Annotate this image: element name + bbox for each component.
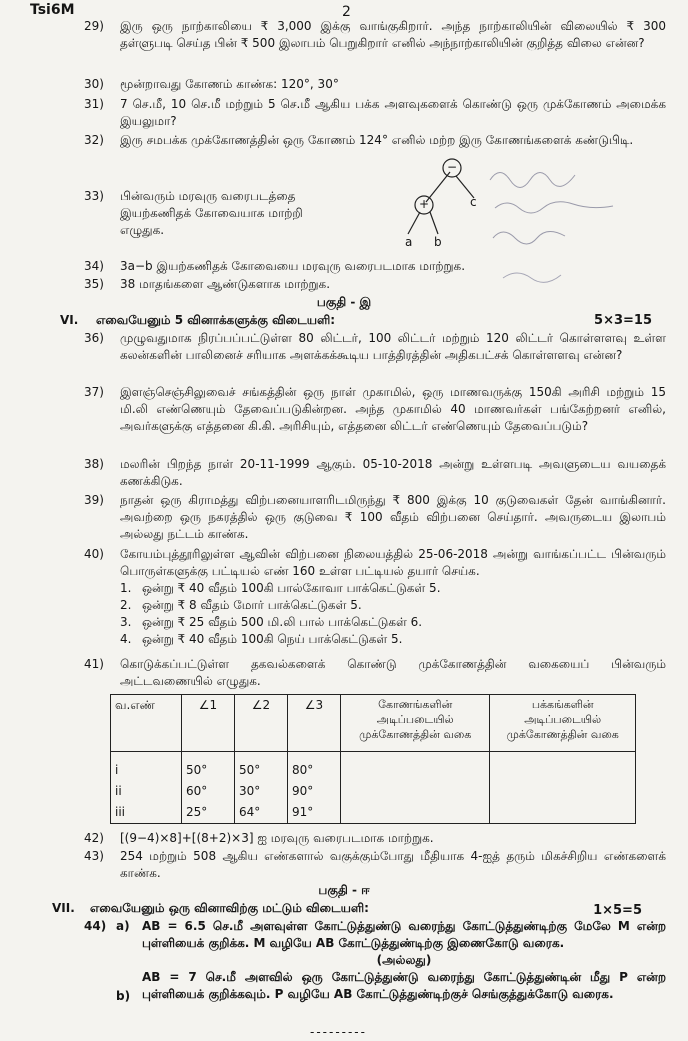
question-41 bbox=[86, 656, 666, 690]
item-list bbox=[120, 580, 666, 648]
question-number: 41) bbox=[84, 657, 104, 671]
question-text: இரு சமபக்க முக்கோணத்தின் ஒரு கோணம் 124° எனில் மற்ற இரு கோணங்களைக் கண்டுபிடி. bbox=[120, 133, 634, 147]
paper-code: Tsi6M bbox=[30, 2, 75, 18]
question-number: 36) bbox=[84, 331, 104, 345]
question-34 bbox=[86, 258, 666, 275]
list-item: 4. ஒன்று ₹ 40 வீதம் 100கி நெய் பாக்கெட்டுகள் 5. bbox=[120, 632, 403, 646]
question-text: 3a−b இயற்கணிதக் கோவையை மரவுரு வரைபடமாக மாற்றுக. bbox=[120, 259, 466, 273]
question-number: 33) bbox=[84, 189, 104, 203]
question-37 bbox=[86, 384, 666, 435]
question-number: 35) bbox=[84, 277, 104, 291]
table-header: பக்கங்களின் அடிப்படையில் முக்கோணத்தின் வகை bbox=[490, 695, 636, 752]
option-b-text: AB = 7 செ.மீ அளவில் ஒரு கோட்டுத்துண்டு வரைந்து கோட்டுத்துண்டின் மீது P என்ற புள்ளியைக் குறிக்கவும். P வழியே AB கோட்டுத்துண்டிற்குச் செங்குத்துக்கோடு வரைக. bbox=[142, 970, 666, 1001]
option-a-text: AB = 6.5 செ.மீ அளவுள்ள கோட்டுத்துண்டு வரைந்து கோட்டுத்துண்டிற்கு மேலே M என்ற புள்ளியைக் குறிக்க. M வழியே AB கோட்டுத்துண்டிற்கு இணைகோடு வரைக. bbox=[142, 919, 666, 950]
tree-leaf-b: b bbox=[434, 235, 442, 249]
question-number: 31) bbox=[84, 97, 104, 111]
question-text: கொடுக்கப்பட்டுள்ள தகவல்களைக் கொண்டு முக்கோணத்தின் வகையைப் பின்வரும் அட்டவணையில் எழுதுக. bbox=[120, 657, 666, 688]
question-31 bbox=[86, 96, 666, 130]
question-30 bbox=[86, 76, 666, 93]
question-number: 37) bbox=[84, 385, 104, 399]
triangle-type-table bbox=[110, 694, 636, 824]
question-text: கோயம்புத்தூரிலுள்ள ஆவின் விற்பனை நிலையத்தில் 25-06-2018 அன்று வாங்கப்பட்ட பின்வரும் பொருள்களுக்கு பட்டியல் எண் 160 உள்ள பட்டியல் தயார் செய்க. bbox=[120, 547, 666, 578]
question-text: நாதன் ஒரு கிராமத்து விற்பனையாளரிடமிருந்து ₹ 800 இக்கு 10 குடுவைகள் தேன் வாங்கினார். அவற்றை ஒரு நகரத்தில் ஒரு குடுவை ₹ 100 வீதம் விற்பனை செய்தார். அவருடைய இலாபம் அல்லது நட்டம் காண்க. bbox=[120, 493, 666, 541]
question-text: 254 மற்றும் 508 ஆகிய எண்களால் வகுக்கும்போது மீதியாக 4-ஐத் தரும் மிகச்சிறிய எண்களைக் காண்க. bbox=[120, 849, 666, 880]
option-label-b: b) bbox=[116, 989, 131, 1003]
question-number: 30) bbox=[84, 77, 104, 91]
section-number: VI. bbox=[60, 313, 79, 327]
question-text: மலரின் பிறந்த நாள் 20-11-1999 ஆகும். 05-10-2018 அன்று உள்ளபடி அவளுடைய வயதைக் கணக்கிடுக. bbox=[120, 457, 666, 488]
question-40 bbox=[86, 546, 666, 648]
page-number: 2 bbox=[342, 4, 351, 20]
list-item: 1. ஒன்று ₹ 40 வீதம் 100கி பால்கோவா பாக்கெட்டுகள் 5. bbox=[120, 581, 441, 595]
table-header-row bbox=[111, 695, 636, 752]
table-header: கோணங்களின் அடிப்படையில் முக்கோணத்தின் வகை bbox=[341, 695, 490, 752]
or-separator: (அல்லது) bbox=[376, 953, 432, 967]
question-36 bbox=[86, 330, 666, 364]
table-row: iii 25° 64° 91° bbox=[111, 802, 636, 824]
question-text-line2: இயற்கணிதக் கோவையாக மாற்றி எழுதுக. bbox=[120, 206, 303, 237]
question-number: 39) bbox=[84, 493, 104, 507]
tree-root-operator: − bbox=[446, 160, 458, 174]
question-text: மூன்றாவது கோணம் காண்க: 120°, 30° bbox=[120, 77, 339, 91]
section-marks: 1×5=5 bbox=[593, 903, 642, 918]
question-44 bbox=[86, 918, 666, 1003]
question-text: முழுவதுமாக நிரப்பப்பட்டுள்ள 80 லிட்டர், 100 லிட்டர் மற்றும் 120 லிட்டர் கொள்ளளவு உள்ள கலன்களின் பாலினைச் சரியாக அளக்கக்கூடிய பாத்திரத்தின் அதிகபட்சக் கொள்ளளவு என்ன? bbox=[120, 331, 666, 362]
table-header: ∠2 bbox=[235, 695, 288, 752]
question-33 bbox=[86, 188, 348, 239]
question-number: 40) bbox=[84, 547, 104, 561]
question-number: 43) bbox=[84, 849, 104, 863]
question-text: [(9−4)×8]+[(8+2)×3] ஐ மரவுரு வரைபடமாக மாற்றுக. bbox=[120, 831, 434, 845]
question-text: 38 மாதங்களை ஆண்டுகளாக மாற்றுக. bbox=[120, 277, 331, 291]
question-29 bbox=[86, 18, 666, 52]
question-text: 7 செ.மீ, 10 செ.மீ மற்றும் 5 செ.மீ ஆகிய பக்க அளவுகளைக் கொண்டு ஒரு முக்கோணம் அமைக்க இயலுமா? bbox=[120, 97, 666, 128]
section-instruction: எவையேனும் 5 வினாக்களுக்கு விடையளி: bbox=[96, 313, 336, 327]
list-item: 3. ஒன்று ₹ 25 வீதம் 500 மி.லி பால் பாக்கெட்டுகள் 6. bbox=[120, 615, 423, 629]
question-number: 44) bbox=[84, 919, 107, 933]
end-divider: --------- bbox=[310, 1025, 367, 1039]
question-32 bbox=[86, 132, 666, 149]
question-text-line1: பின்வரும் மரவுரு வரைபடத்தை bbox=[120, 189, 296, 203]
section-number: VII. bbox=[52, 901, 75, 915]
section-instruction: எவையேனும் ஒரு வினாவிற்கு மட்டும் விடையளி: bbox=[90, 901, 369, 915]
part-title: பகுதி - இ bbox=[316, 295, 372, 309]
tree-leaf-a: a bbox=[405, 235, 413, 249]
question-number: 32) bbox=[84, 133, 104, 147]
question-43 bbox=[86, 848, 666, 882]
tree-leaf-c: c bbox=[470, 195, 477, 209]
table-header: ∠3 bbox=[288, 695, 341, 752]
question-number: 29) bbox=[84, 19, 104, 33]
question-number: 42) bbox=[84, 831, 104, 845]
table-header: வ.எண் bbox=[111, 695, 182, 752]
part-title: பகுதி - ஈ bbox=[318, 883, 370, 897]
option-label-a: a) bbox=[116, 919, 130, 933]
question-number: 34) bbox=[84, 259, 104, 273]
question-text: இரு ஒரு நாற்காலியை ₹ 3,000 இக்கு வாங்குகிறார். அந்த நாற்காலியின் விலையில் ₹ 300 தள்ளுபடி செய்த பின் ₹ 500 இலாபம் பெறுகிறார் எனில் அந்நாற்காலியின் குறித்த விலை என்ன? bbox=[120, 19, 666, 50]
tree-child-operator: + bbox=[418, 197, 430, 211]
question-text: இளஞ்செஞ்சிலுவைச் சங்கத்தின் ஒரு நாள் முகாமில், ஒரு மாணவருக்கு 150கி அரிசி மற்றும் 15 மி.லி எண்ணெயும் தேவைப்படுகின்றன. அந்த முகாமில் 40 மாணவர்கள் பங்கேற்றனர் எனில், அவர்களுக்கு எத்தனை கி.கி. அரிசியும், எத்தனை லிட்டர் எண்ணெயும் தேவைப்படும்? bbox=[120, 385, 666, 433]
question-39 bbox=[86, 492, 666, 543]
section-marks: 5×3=15 bbox=[594, 313, 652, 328]
question-42 bbox=[86, 830, 666, 847]
table-row: ii 60° 30° 90° bbox=[111, 781, 636, 802]
question-35 bbox=[86, 276, 666, 293]
question-38 bbox=[86, 456, 666, 490]
table-row: i 50° 50° 80° bbox=[111, 752, 636, 782]
question-number: 38) bbox=[84, 457, 104, 471]
table-header: ∠1 bbox=[182, 695, 235, 752]
list-item: 2. ஒன்று ₹ 8 வீதம் மோர் பாக்கெட்டுகள் 5. bbox=[120, 598, 362, 612]
